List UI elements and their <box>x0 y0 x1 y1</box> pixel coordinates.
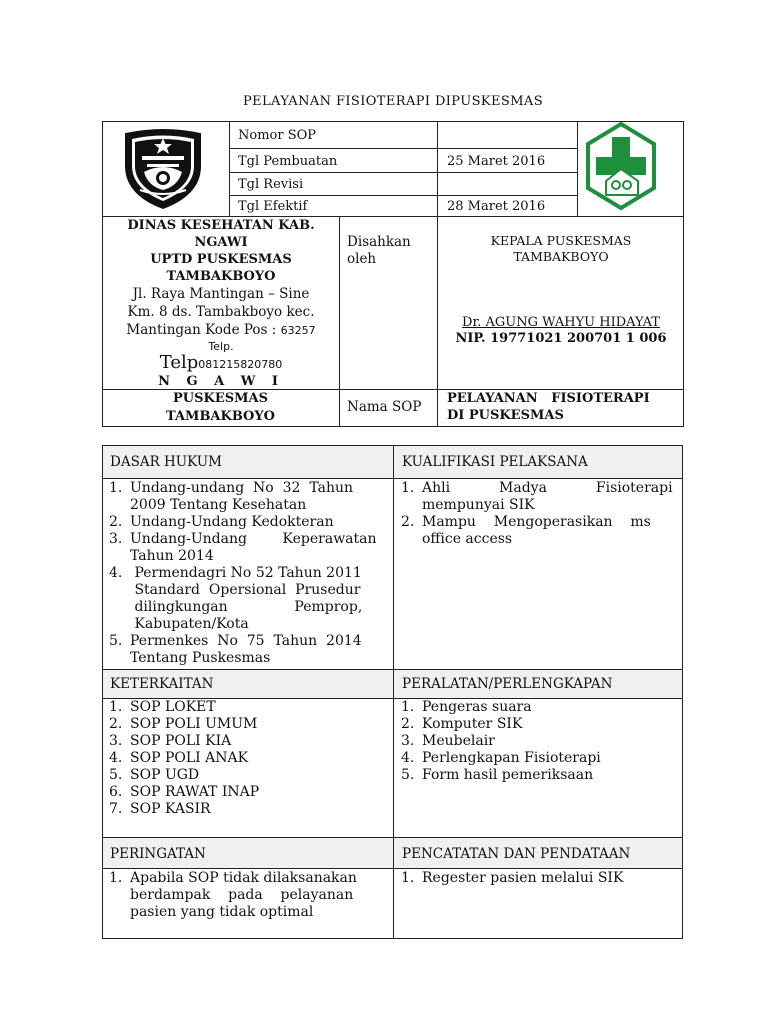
dinas-line3: UPTD PUSKESMAS <box>150 252 292 267</box>
pencatatan-list <box>398 870 676 887</box>
list-item-line: SOP KASIR <box>130 801 211 817</box>
list-item <box>398 514 676 548</box>
list-item-line: Regester pasien melalui SIK <box>422 870 624 886</box>
list-item <box>106 565 388 633</box>
list-item-number: 4. <box>109 750 123 766</box>
dinas-kode-pos-label: Mantingan Kode Pos : <box>126 322 277 338</box>
peralatan-list <box>398 699 676 784</box>
list-item-line: SOP POLI ANAK <box>130 750 249 766</box>
list-item-line: Mampu Mengoperasikan ms <box>422 514 651 530</box>
keterkaitan-title: KETERKAITAN <box>110 676 214 692</box>
list-item-number: 5. <box>109 767 123 783</box>
list-item-line: Undang-Undang Kedokteran <box>130 514 334 530</box>
keterkaitan-list <box>106 699 388 818</box>
dinas-address2: Km. 8 ds. Tambakboyo kec. <box>127 304 315 320</box>
list-item-line: office access <box>422 531 513 547</box>
list-item-number: 2. <box>109 514 123 530</box>
row-value-tgl-efektif: 28 Maret 2016 <box>447 199 546 214</box>
list-item-line: SOP LOKET <box>130 699 216 715</box>
row-value-tgl-pembuatan: 25 Maret 2016 <box>447 154 546 169</box>
dinas-line2: NGAWI <box>194 235 248 250</box>
dinas-telp <box>106 354 336 373</box>
list-item <box>106 531 388 565</box>
list-item-line: berdampak pada pelayanan <box>130 887 354 903</box>
list-item-line: Standard Opersional Prusedur <box>130 582 361 598</box>
list-item-number: 5. <box>401 767 415 783</box>
list-item-line: Ahli Madya Fisioterapi <box>422 480 673 496</box>
kepala-line1: KEPALA PUSKESMAS <box>490 233 632 248</box>
dinas-address1: Jl. Raya Mantingan – Sine <box>132 286 310 302</box>
nama-sop-label: Nama SOP <box>347 399 422 415</box>
dasar-hukum-list <box>106 480 388 667</box>
dinas-city: N G A W I <box>158 374 284 389</box>
dinas-block <box>106 217 336 390</box>
list-item-line: Kabupaten/Kota <box>130 616 249 632</box>
list-item <box>398 767 676 784</box>
divider <box>102 837 683 838</box>
list-item <box>106 480 388 514</box>
divider <box>102 868 683 869</box>
kualifikasi-title: KUALIFIKASI PELAKSANA <box>402 454 588 470</box>
row-label-tgl-revisi: Tgl Revisi <box>238 177 304 192</box>
dinas-telp-number: 081215820780 <box>198 358 283 371</box>
peringatan-title: PERINGATAN <box>110 846 206 862</box>
list-item-number: 2. <box>109 716 123 732</box>
list-item-number: 1. <box>401 480 415 496</box>
nama-sop-line1: PELAYANAN FISIOTERAPI <box>447 391 650 406</box>
dinas-line1: DINAS KESEHATAN KAB. <box>127 218 315 233</box>
list-item-number: 3. <box>109 733 123 749</box>
kepala-line2: TAMBAKBOYO <box>513 249 609 264</box>
list-item <box>398 750 676 767</box>
list-item <box>106 514 388 531</box>
list-item-number: 1. <box>109 480 123 496</box>
regency-emblem-icon <box>120 126 206 210</box>
pencatatan-title: PENCATATAN DAN PENDATAAN <box>402 846 631 862</box>
list-item <box>398 733 676 750</box>
list-item <box>106 733 388 750</box>
list-item-line: Permenkes No 75 Tahun 2014 <box>130 633 362 649</box>
list-item-line: Apabila SOP tidak dilaksanakan <box>130 870 357 886</box>
list-item <box>106 870 388 921</box>
list-item <box>106 801 388 818</box>
signer-nip: NIP. 19771021 200701 1 006 <box>455 331 667 346</box>
divider <box>229 121 230 216</box>
divider <box>393 445 394 939</box>
list-item-number: 7. <box>109 801 123 817</box>
list-item <box>398 870 676 887</box>
puskesmas-cross-icon <box>584 121 658 211</box>
list-item-line: SOP POLI KIA <box>130 733 232 749</box>
list-item <box>398 716 676 733</box>
divider <box>577 121 578 216</box>
dinas-telp-label: Telp <box>159 352 199 373</box>
divider <box>339 216 340 427</box>
list-item <box>398 480 676 514</box>
divider <box>229 172 577 173</box>
dinas-telp-small: Telp. <box>208 340 234 353</box>
list-item-number: 3. <box>401 733 415 749</box>
list-item-line: SOP POLI UMUM <box>130 716 258 732</box>
list-item <box>106 716 388 733</box>
dinas-line4: TAMBAKBOYO <box>166 269 276 284</box>
list-item-line: Undang-Undang Keperawatan <box>130 531 377 547</box>
puskesmas-line2: TAMBAKBOYO <box>166 409 275 424</box>
row-label-nomor-sop: Nomor SOP <box>238 128 317 143</box>
disahkan-label: Disahkan oleh <box>347 234 411 267</box>
nama-sop-line2: DI PUSKESMAS <box>447 408 564 423</box>
list-item-number: 1. <box>109 699 123 715</box>
list-item-line: Komputer SIK <box>422 716 523 732</box>
list-item-line: pasien yang tidak optimal <box>130 904 314 920</box>
list-item-line: Perlengkapan Fisioterapi <box>422 750 601 766</box>
list-item <box>106 633 388 667</box>
row-label-tgl-efektif: Tgl Efektif <box>238 199 308 214</box>
list-item-line: 2009 Tentang Kesehatan <box>130 497 307 513</box>
list-item-number: 4. <box>401 750 415 766</box>
divider <box>437 121 438 216</box>
list-item-line: Permendagri No 52 Tahun 2011 <box>130 565 362 581</box>
divider <box>229 195 577 196</box>
list-item <box>398 699 676 716</box>
list-item <box>106 750 388 767</box>
list-item-line: Pengeras suara <box>422 699 532 715</box>
list-item-line: SOP RAWAT INAP <box>130 784 260 800</box>
dasar-hukum-title: DASAR HUKUM <box>110 454 222 470</box>
list-item <box>106 767 388 784</box>
dinas-postal-code: 63257 <box>280 324 316 337</box>
row-label-tgl-pembuatan: Tgl Pembuatan <box>238 154 338 169</box>
kualifikasi-list <box>398 480 676 548</box>
list-item-line: Tentang Puskesmas <box>130 650 271 666</box>
list-item-number: 6. <box>109 784 123 800</box>
list-item <box>106 784 388 801</box>
list-item-line: mempunyai SIK <box>422 497 535 513</box>
divider <box>102 478 683 479</box>
signer-name: Dr. AGUNG WAHYU HIDAYAT <box>462 315 660 330</box>
list-item-line: Undang-undang No 32 Tahun <box>130 480 353 496</box>
list-item-line: dilingkungan Pemprop, <box>130 599 363 615</box>
divider <box>229 148 577 149</box>
dinas-address3 <box>106 321 336 339</box>
list-item-number: 1. <box>109 870 123 886</box>
list-item-line: Form hasil pemeriksaan <box>422 767 594 783</box>
divider <box>102 669 683 670</box>
list-item-number: 5. <box>109 633 123 649</box>
list-item-number: 2. <box>401 514 415 530</box>
document-title: PELAYANAN FISIOTERAPI DIPUSKESMAS <box>242 94 544 109</box>
peralatan-title: PERALATAN/PERLENGKAPAN <box>402 676 613 692</box>
list-item-line: Tahun 2014 <box>130 548 214 564</box>
list-item-line: SOP UGD <box>130 767 200 783</box>
list-item-number: 1. <box>401 699 415 715</box>
list-item-number: 1. <box>401 870 415 886</box>
list-item-number: 2. <box>401 716 415 732</box>
list-item-number: 3. <box>109 531 123 547</box>
list-item <box>106 699 388 716</box>
peringatan-list <box>106 870 388 921</box>
list-item-line: Meubelair <box>422 733 495 749</box>
list-item-number: 4. <box>109 565 123 581</box>
puskesmas-line1: PUSKESMAS <box>173 391 268 406</box>
